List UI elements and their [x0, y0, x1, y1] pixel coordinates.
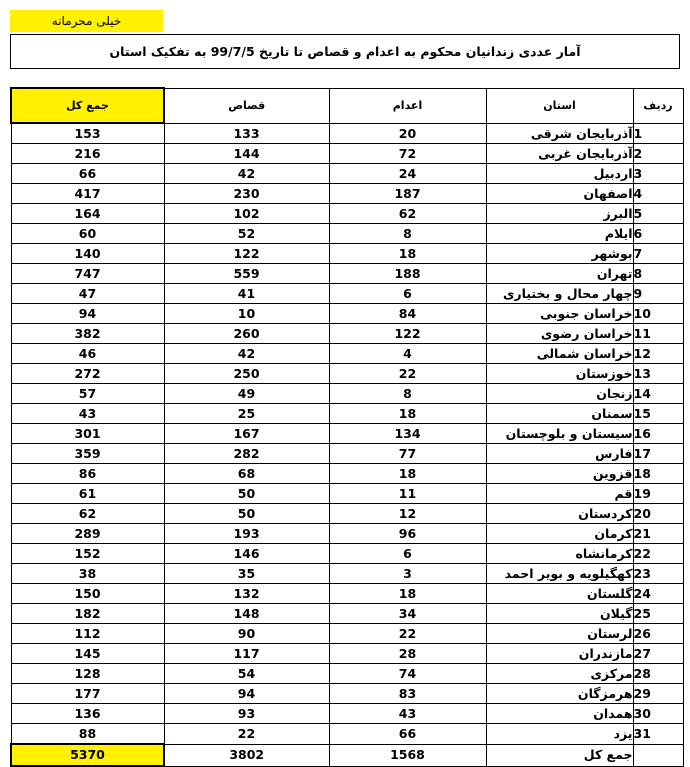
cell-edam: 18	[329, 584, 486, 604]
cell-qesas: 230	[164, 184, 329, 204]
cell-index: 25	[633, 604, 683, 624]
cell-province: خراسان رضوی	[486, 324, 633, 344]
cell-index: 29	[633, 684, 683, 704]
cell-index: 23	[633, 564, 683, 584]
cell-province: سیستان و بلوچستان	[486, 424, 633, 444]
cell-edam: 18	[329, 404, 486, 424]
cell-province: کرمانشاه	[486, 544, 633, 564]
cell-qesas: 144	[164, 144, 329, 164]
cell-total: 140	[11, 244, 164, 264]
cell-province: مرکزی	[486, 664, 633, 684]
cell-qesas: 167	[164, 424, 329, 444]
cell-edam: 84	[329, 304, 486, 324]
cell-total: 272	[11, 364, 164, 384]
cell-qesas: 35	[164, 564, 329, 584]
table-row	[11, 264, 683, 284]
table-row	[11, 344, 683, 364]
table-row	[11, 384, 683, 404]
cell-index: 17	[633, 444, 683, 464]
cell-edam: 187	[329, 184, 486, 204]
cell-index: 8	[633, 264, 683, 284]
cell-qesas: 42	[164, 164, 329, 184]
table-row	[11, 564, 683, 584]
table-row	[11, 184, 683, 204]
cell-total: 136	[11, 704, 164, 724]
cell-qesas: 282	[164, 444, 329, 464]
cell-index: 24	[633, 584, 683, 604]
cell-qesas: 50	[164, 504, 329, 524]
cell-total: 66	[11, 164, 164, 184]
cell-province: قزوین	[486, 464, 633, 484]
cell-index: 12	[633, 344, 683, 364]
cell-total: 128	[11, 664, 164, 684]
table-row	[11, 484, 683, 504]
table-row	[11, 424, 683, 444]
table-row	[11, 644, 683, 664]
cell-edam: 122	[329, 324, 486, 344]
cell-index: 15	[633, 404, 683, 424]
cell-qesas: 260	[164, 324, 329, 344]
cell-index: 11	[633, 324, 683, 344]
cell-edam: 6	[329, 284, 486, 304]
table-row	[11, 664, 683, 684]
cell-qesas: 94	[164, 684, 329, 704]
cell-province: مازندران	[486, 644, 633, 664]
cell-edam: 18	[329, 464, 486, 484]
cell-province: لرستان	[486, 624, 633, 644]
table-row	[11, 584, 683, 604]
cell-province: تهران	[486, 264, 633, 284]
cell-province: کردستان	[486, 504, 633, 524]
cell-qesas: 49	[164, 384, 329, 404]
cell-total: 301	[11, 424, 164, 444]
cell-edam: 4	[329, 344, 486, 364]
cell-total: 289	[11, 524, 164, 544]
cell-index: 5	[633, 204, 683, 224]
cell-edam: 28	[329, 644, 486, 664]
cell-edam: 66	[329, 724, 486, 745]
sum-label: جمع کل	[486, 744, 633, 766]
cell-index: 2	[633, 144, 683, 164]
cell-qesas: 52	[164, 224, 329, 244]
cell-index: 21	[633, 524, 683, 544]
table-row	[11, 504, 683, 524]
cell-total: 88	[11, 724, 164, 745]
summary-row	[11, 744, 683, 766]
cell-edam: 62	[329, 204, 486, 224]
table-row	[11, 324, 683, 344]
cell-edam: 12	[329, 504, 486, 524]
cell-province: گیلان	[486, 604, 633, 624]
cell-qesas: 102	[164, 204, 329, 224]
cell-index: 20	[633, 504, 683, 524]
cell-province: البرز	[486, 204, 633, 224]
cell-total: 94	[11, 304, 164, 324]
cell-index: 26	[633, 624, 683, 644]
cell-province: خراسان شمالی	[486, 344, 633, 364]
cell-total: 164	[11, 204, 164, 224]
cell-province: خراسان جنوبی	[486, 304, 633, 324]
table-row	[11, 224, 683, 244]
cell-total: 382	[11, 324, 164, 344]
cell-edam: 83	[329, 684, 486, 704]
cell-qesas: 122	[164, 244, 329, 264]
cell-index: 19	[633, 484, 683, 504]
cell-total: 43	[11, 404, 164, 424]
cell-total: 46	[11, 344, 164, 364]
page-title	[10, 34, 680, 69]
cell-qesas: 10	[164, 304, 329, 324]
cell-province: گلستان	[486, 584, 633, 604]
cell-edam: 20	[329, 123, 486, 144]
cell-edam: 22	[329, 364, 486, 384]
cell-qesas: 42	[164, 344, 329, 364]
cell-total: 112	[11, 624, 164, 644]
cell-total: 182	[11, 604, 164, 624]
sum-qesas: 3802	[164, 744, 329, 766]
header-province: استان	[486, 88, 633, 123]
table-row	[11, 544, 683, 564]
cell-total: 38	[11, 564, 164, 584]
cell-edam: 77	[329, 444, 486, 464]
table-row	[11, 684, 683, 704]
header-qesas: قصاص	[164, 88, 329, 123]
cell-index: 9	[633, 284, 683, 304]
cell-province: همدان	[486, 704, 633, 724]
cell-edam: 22	[329, 624, 486, 644]
cell-qesas: 93	[164, 704, 329, 724]
table-row	[11, 204, 683, 224]
table-header-row	[11, 88, 683, 123]
cell-qesas: 193	[164, 524, 329, 544]
cell-index: 27	[633, 644, 683, 664]
cell-total: 747	[11, 264, 164, 284]
cell-qesas: 68	[164, 464, 329, 484]
cell-index: 7	[633, 244, 683, 264]
cell-province: زنجان	[486, 384, 633, 404]
cell-total: 61	[11, 484, 164, 504]
cell-index: 6	[633, 224, 683, 244]
table-row	[11, 244, 683, 264]
cell-edam: 188	[329, 264, 486, 284]
cell-qesas: 559	[164, 264, 329, 284]
cell-total: 57	[11, 384, 164, 404]
cell-edam: 34	[329, 604, 486, 624]
cell-qesas: 148	[164, 604, 329, 624]
table-row	[11, 364, 683, 384]
cell-qesas: 133	[164, 123, 329, 144]
cell-qesas: 25	[164, 404, 329, 424]
header-edam: اعدام	[329, 88, 486, 123]
cell-edam: 6	[329, 544, 486, 564]
cell-qesas: 22	[164, 724, 329, 745]
classification-badge: خیلی محرمانه	[10, 10, 163, 32]
cell-province: یزد	[486, 724, 633, 745]
cell-total: 153	[11, 123, 164, 144]
cell-edam: 134	[329, 424, 486, 444]
cell-total: 150	[11, 584, 164, 604]
sum-empty-cell	[633, 744, 683, 766]
cell-edam: 8	[329, 384, 486, 404]
cell-province: ایلام	[486, 224, 633, 244]
table-row	[11, 604, 683, 624]
cell-index: 1	[633, 123, 683, 144]
cell-qesas: 90	[164, 624, 329, 644]
cell-qesas: 117	[164, 644, 329, 664]
table-row	[11, 144, 683, 164]
cell-total: 145	[11, 644, 164, 664]
cell-total: 177	[11, 684, 164, 704]
cell-province: خوزستان	[486, 364, 633, 384]
cell-qesas: 41	[164, 284, 329, 304]
cell-total: 86	[11, 464, 164, 484]
cell-qesas: 50	[164, 484, 329, 504]
cell-province: اردبیل	[486, 164, 633, 184]
cell-edam: 3	[329, 564, 486, 584]
cell-province: سمنان	[486, 404, 633, 424]
cell-qesas: 54	[164, 664, 329, 684]
cell-province: قم	[486, 484, 633, 504]
cell-total: 359	[11, 444, 164, 464]
cell-edam: 74	[329, 664, 486, 684]
cell-index: 31	[633, 724, 683, 745]
table-row	[11, 724, 683, 745]
table-body	[11, 123, 683, 744]
cell-edam: 24	[329, 164, 486, 184]
cell-edam: 72	[329, 144, 486, 164]
cell-edam: 96	[329, 524, 486, 544]
grand-total: 5370	[11, 744, 164, 766]
cell-qesas: 146	[164, 544, 329, 564]
table-row	[11, 464, 683, 484]
table-row	[11, 704, 683, 724]
cell-index: 28	[633, 664, 683, 684]
cell-province: کرمان	[486, 524, 633, 544]
cell-total: 47	[11, 284, 164, 304]
cell-edam: 18	[329, 244, 486, 264]
cell-qesas: 250	[164, 364, 329, 384]
cell-total: 417	[11, 184, 164, 204]
table-row	[11, 284, 683, 304]
cell-index: 18	[633, 464, 683, 484]
cell-index: 13	[633, 364, 683, 384]
cell-index: 30	[633, 704, 683, 724]
cell-total: 152	[11, 544, 164, 564]
cell-province: کهگیلویه و بویر احمد	[486, 564, 633, 584]
cell-index: 16	[633, 424, 683, 444]
cell-total: 216	[11, 144, 164, 164]
table-row	[11, 123, 683, 144]
cell-index: 14	[633, 384, 683, 404]
table-row	[11, 444, 683, 464]
cell-province: آذربایجان غربی	[486, 144, 633, 164]
cell-index: 22	[633, 544, 683, 564]
province-stats-table	[10, 87, 684, 767]
cell-index: 10	[633, 304, 683, 324]
title-text: آمار عددی زندانیان محکوم به اعدام و قصاص تا تاریخ 99/7/5 به تفکیک استان	[109, 44, 581, 59]
cell-total: 60	[11, 224, 164, 244]
header-total: جمع کل	[11, 88, 164, 123]
table-row	[11, 624, 683, 644]
cell-province: آذربایجان شرقی	[486, 123, 633, 144]
cell-province: اصفهان	[486, 184, 633, 204]
cell-edam: 11	[329, 484, 486, 504]
cell-qesas: 132	[164, 584, 329, 604]
cell-province: هرمزگان	[486, 684, 633, 704]
cell-edam: 43	[329, 704, 486, 724]
sum-edam: 1568	[329, 744, 486, 766]
cell-edam: 8	[329, 224, 486, 244]
cell-province: فارس	[486, 444, 633, 464]
table-row	[11, 164, 683, 184]
table-row	[11, 524, 683, 544]
table-row	[11, 404, 683, 424]
cell-index: 4	[633, 184, 683, 204]
cell-province: بوشهر	[486, 244, 633, 264]
table-row	[11, 304, 683, 324]
cell-index: 3	[633, 164, 683, 184]
cell-total: 62	[11, 504, 164, 524]
header-index: ردیف	[633, 88, 683, 123]
cell-province: چهار محال و بختیاری	[486, 284, 633, 304]
